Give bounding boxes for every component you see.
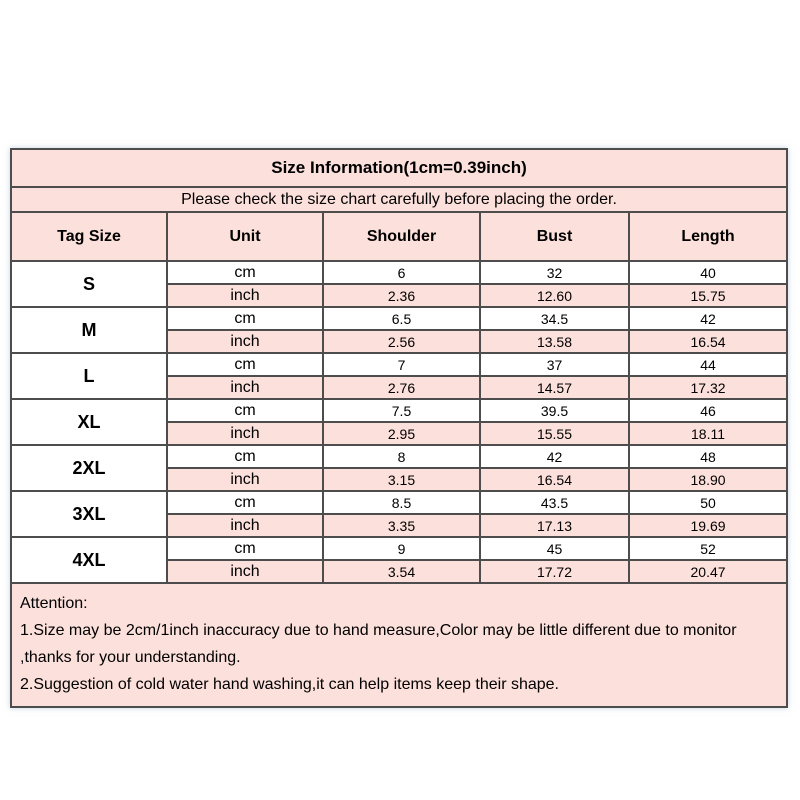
attention-cell: [11, 583, 787, 707]
s-length-cm: 40: [629, 261, 787, 284]
table-subtitle: Please check the size chart carefully before placing the order.: [11, 187, 787, 212]
attention-line-1: 1.Size may be 2cm/1inch inaccuracy due to hand measure,Color may be little different due to monitor: [20, 622, 737, 639]
4xl-length-inch: 20.47: [629, 560, 787, 583]
m-length-inch: 16.54: [629, 330, 787, 353]
header-row: [11, 212, 787, 261]
m-bust-inch: 13.58: [480, 330, 629, 353]
unit-cm-label: cm: [167, 491, 323, 514]
attention-line-2: ,thanks for your understanding.: [20, 649, 241, 666]
table-row: [11, 491, 787, 514]
xl-bust-cm: 39.5: [480, 399, 629, 422]
2xl-length-inch: 18.90: [629, 468, 787, 491]
4xl-length-cm: 52: [629, 537, 787, 560]
l-length-cm: 44: [629, 353, 787, 376]
xl-length-cm: 46: [629, 399, 787, 422]
s-bust-cm: 32: [480, 261, 629, 284]
table-row: [11, 261, 787, 284]
tag-size-4xl: 4XL: [11, 537, 167, 583]
tag-size-m: M: [11, 307, 167, 353]
table-row: [11, 307, 787, 330]
attention-row: [11, 583, 787, 707]
size-chart: [10, 148, 786, 708]
4xl-shoulder-inch: 3.54: [323, 560, 480, 583]
3xl-shoulder-inch: 3.35: [323, 514, 480, 537]
tag-size-s: S: [11, 261, 167, 307]
table-row: [11, 353, 787, 376]
header-unit: Unit: [167, 212, 323, 261]
header-length: Length: [629, 212, 787, 261]
2xl-shoulder-inch: 3.15: [323, 468, 480, 491]
l-bust-cm: 37: [480, 353, 629, 376]
unit-cm-label: cm: [167, 353, 323, 376]
attention-heading: Attention:: [20, 595, 88, 612]
2xl-length-cm: 48: [629, 445, 787, 468]
s-bust-inch: 12.60: [480, 284, 629, 307]
unit-inch-label: inch: [167, 514, 323, 537]
2xl-shoulder-cm: 8: [323, 445, 480, 468]
table-row: [11, 445, 787, 468]
table-row: [11, 399, 787, 422]
unit-cm-label: cm: [167, 307, 323, 330]
xl-shoulder-inch: 2.95: [323, 422, 480, 445]
title-row: [11, 149, 787, 187]
s-shoulder-cm: 6: [323, 261, 480, 284]
size-chart-table: [10, 148, 788, 708]
l-bust-inch: 14.57: [480, 376, 629, 399]
4xl-bust-cm: 45: [480, 537, 629, 560]
4xl-shoulder-cm: 9: [323, 537, 480, 560]
attention-line-3: 2.Suggestion of cold water hand washing,it can help items keep their shape.: [20, 676, 559, 693]
table-title: Size Information(1cm=0.39inch): [11, 149, 787, 187]
unit-inch-label: inch: [167, 422, 323, 445]
tag-size-l: L: [11, 353, 167, 399]
unit-cm-label: cm: [167, 261, 323, 284]
m-shoulder-cm: 6.5: [323, 307, 480, 330]
3xl-length-inch: 19.69: [629, 514, 787, 537]
unit-cm-label: cm: [167, 399, 323, 422]
s-shoulder-inch: 2.36: [323, 284, 480, 307]
subtitle-row: [11, 187, 787, 212]
header-bust: Bust: [480, 212, 629, 261]
3xl-bust-inch: 17.13: [480, 514, 629, 537]
2xl-bust-cm: 42: [480, 445, 629, 468]
3xl-shoulder-cm: 8.5: [323, 491, 480, 514]
unit-cm-label: cm: [167, 445, 323, 468]
m-length-cm: 42: [629, 307, 787, 330]
3xl-bust-cm: 43.5: [480, 491, 629, 514]
tag-size-xl: XL: [11, 399, 167, 445]
xl-shoulder-cm: 7.5: [323, 399, 480, 422]
unit-inch-label: inch: [167, 468, 323, 491]
l-length-inch: 17.32: [629, 376, 787, 399]
unit-inch-label: inch: [167, 330, 323, 353]
2xl-bust-inch: 16.54: [480, 468, 629, 491]
unit-inch-label: inch: [167, 560, 323, 583]
unit-cm-label: cm: [167, 537, 323, 560]
m-bust-cm: 34.5: [480, 307, 629, 330]
l-shoulder-cm: 7: [323, 353, 480, 376]
s-length-inch: 15.75: [629, 284, 787, 307]
header-tag-size: Tag Size: [11, 212, 167, 261]
unit-inch-label: inch: [167, 376, 323, 399]
xl-length-inch: 18.11: [629, 422, 787, 445]
header-shoulder: Shoulder: [323, 212, 480, 261]
4xl-bust-inch: 17.72: [480, 560, 629, 583]
xl-bust-inch: 15.55: [480, 422, 629, 445]
l-shoulder-inch: 2.76: [323, 376, 480, 399]
tag-size-2xl: 2XL: [11, 445, 167, 491]
3xl-length-cm: 50: [629, 491, 787, 514]
unit-inch-label: inch: [167, 284, 323, 307]
m-shoulder-inch: 2.56: [323, 330, 480, 353]
tag-size-3xl: 3XL: [11, 491, 167, 537]
table-row: [11, 537, 787, 560]
